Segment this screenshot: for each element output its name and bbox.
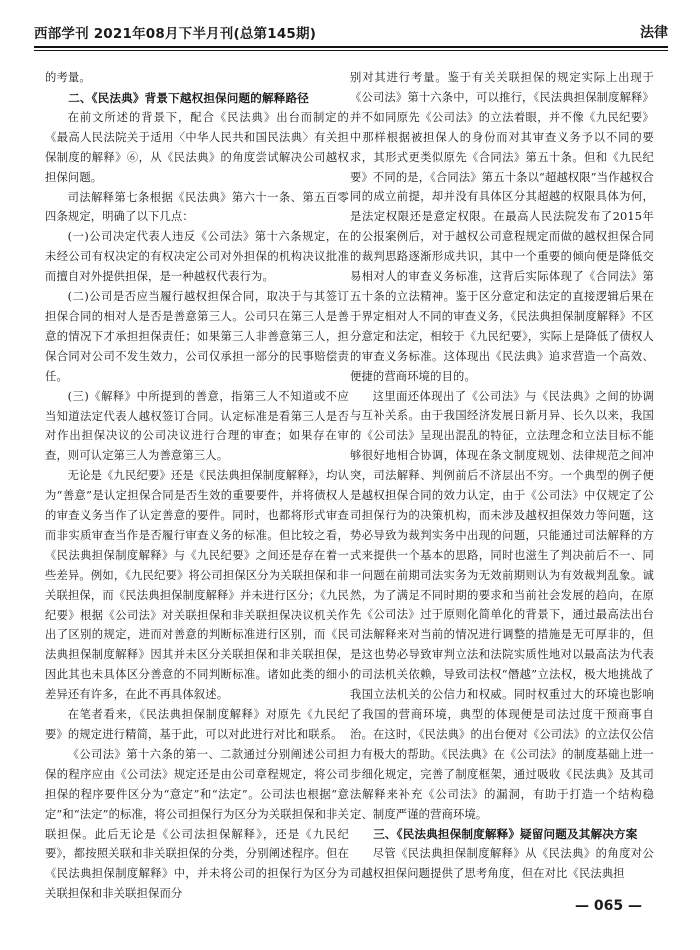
paragraph: 无论是《九民纪要》还是《民法典担保制度解释》，均认为“善意”是认定担保合同是否生效的重要要件，并将债权人的审查义务当作了认定善意的要件。同时，也都将形式审查而非实质审查当作是否履行审查义务的标准。但比较之看，《民法典担保制度解释》与《九民纪要》之间还是存在着一些差异。例如，《九民纪要》将公司担保区分为关联担保和非关联担保，而《民法典担保制度解释》并未进行区分；《九民纪要》根据《公司法》对关联担保和非关联担保决议机关作出了区别的规定，进而对善意的判断标准进行区别，而《民法典担保制度解释》因其并未区分关联担保和非关联担保，因此其也未具体区分善意的不同判断标准。诸如此类的细小差异还有许多，在此不再具体叙述。 <box>45 469 349 702</box>
paragraph: 在前文所述的背景下，配合《民法典》出台而制定的《最高人民法院关于适用〈中华人民共和国民法典〉有关担保制度的解释》⑥，从《民法典》的角度尝试解决公司越权担保问题。 <box>45 110 349 184</box>
header-rule <box>34 46 668 48</box>
paragraph: 司法解释第七条根据《民法典》第六十一条、第五百零四条规定，明确了以下几点： <box>45 190 349 224</box>
paragraph: 别对其进行考量。鉴于有关关联担保的规定实际上出现于《公司法》第十六条中，可以推行，《民法典担保制度解释》并不如同原先《公司法》的立法着眼，并不像《九民纪要》中那样根据被担保人的身份而对其审查义务予以不同的要求，其形式更类似原先《合同法》第五十条。但和《九民纪要》不同的是，《合同法》第五十条以“超越权限”当作越权合同的成立前提，却并没有具体区分其超越的权限具体为何，是法定权限还是意定权限。在最高人民法院发布了2015年的公报案例后，对于越权公司意程规定而做的越权担保合同的裁判思路逐渐形成共识，其中一个重要的倾向便是降低交易相对人的审查义务标准，这背后实际体现了《合同法》第五十条的立法精神。鉴于区分意定和法定的直接逻辑后果在于界定相对人不同的审查义务，《民法典担保制度解释》不区分意定和法定，相较于《九民纪要》，实际上是降低了债权人的审查义务标准。这体现出《民法典》追求营造一个高效、便捷的营商环境的目的。 <box>350 71 654 383</box>
header-rule-thin <box>34 50 668 51</box>
page-number: — 065 — <box>575 898 642 914</box>
section-heading: 二、《民法典》背景下越权担保问题的解释路径 <box>68 90 310 105</box>
right-column <box>350 68 654 884</box>
paragraph: (一)公司决定代表人违反《公司法》第十六条规定，在未经公司有权决定的有权决定公司对外担保的机构决议批准而擅自对外提供担保，是一种越权代表行为。 <box>45 230 349 284</box>
paragraph: (二)公司是否应当履行越权担保合同，取决于与其签订担保合同的相对人是否是善意第三人。公司只在第三人是善意的情况下才承担担保责任；如果第三人非善意第三人，担保合同对公司不发生效力，公司仅承担一部分的民事赔偿责任。 <box>45 290 349 383</box>
paragraph: 《公司法》第十六条的第一、二款通过分别阐述公司担保的程序应由《公司法》规定还是由公司章程规定，将公司担保的程序要件区分为“意定”和“法定”。公司法也根据“意定”和“法定”的标准，将公司担保行为区分为关联担保和非关联担保。此后无论是《公司法担保解释》，还是《九民纪要》，都按照关联和非关联担保的分类，分别阐述程序。但在《民法典担保制度解释》中，并未将公司的担保行为区分为关联担保和非关联担保而分 <box>45 747 349 901</box>
paragraph: 这里面还体现出了《公司法》与《民法典》之间的协调与互补关系。由于我国经济发展日新月异、长久以来，我国的《公司法》呈现出混乱的特征，立法理念和立法目标不能够很好地相合协调，体现在条文制度规划、法律规范之间冲突，司法解释、判例前后不济层出不穷。一个典型的例子便是越权担保合同的效力认定，由于《公司法》中仅规定了公司担保行为的决策机构，而未涉及越权担保效力等问题，这势必导致为裁判实务中出现的问题，只能通过司法解释的方式来提供一个基本的思路，同时也滋生了判决前后不一、同一问题在前期司法实务为无效前期则认为有效裁判乱象。诚然，为了满足不同时期的要求和当前社会发展的趋向，在原先《公司法》过于原则化简单化的背景下，通过最高法出台司法解释来对当前的情况进行调整的措施是无可厚非的，但是这也势必导致审判立法和法院实质性地对以最高法为代表的司法机关依赖，导致司法权“僭越”立法权，极大地挑战了我国立法机关的公信力和权威。同时权重过大的环境也影响了我国的营商环境，典型的体现便是司法过度干预商事自治。在这时，《民法典》的出台便对《公司法》的立法仅公信力有极大的帮助。《民法典》在《公司法》的制度基础上进一步细化规定，完善了制度框架，通过吸收《民法典》及其司法解释来补充《公司法》的漏洞，有助于打造一个结构稳定、制度严谨的营商环境。 <box>350 389 654 821</box>
paragraph: 尽管《民法典担保制度解释》从《民法典》的角度对公司越权担保问题提供了思考角度，但在对比《民法典担 <box>350 847 654 881</box>
page-header <box>34 22 668 44</box>
left-column <box>45 68 349 904</box>
journal-title: 西部学刊 2021年08月下半月刊(总第145期) <box>34 26 317 42</box>
paragraph: 在笔者看来，《民法典担保制度解释》对原先《九民纪要》的规定进行精简，基于此，可以对此进行对比和联系。 <box>45 708 349 741</box>
section-heading: 三、《民法典担保制度解释》疑留问题及其解决方案 <box>373 827 638 842</box>
paragraph: (三)《解释》中所提到的善意，指第三人不知道或不应当知道法定代表人越权签订合同。认定标准是看第三人是否对作出担保决议的公司决议进行合理的审查；如果存在审查，则可认定第三人为善意第三人。 <box>45 389 349 463</box>
section-label: 法律 <box>640 25 668 41</box>
paragraph: 的考量。 <box>45 71 91 84</box>
